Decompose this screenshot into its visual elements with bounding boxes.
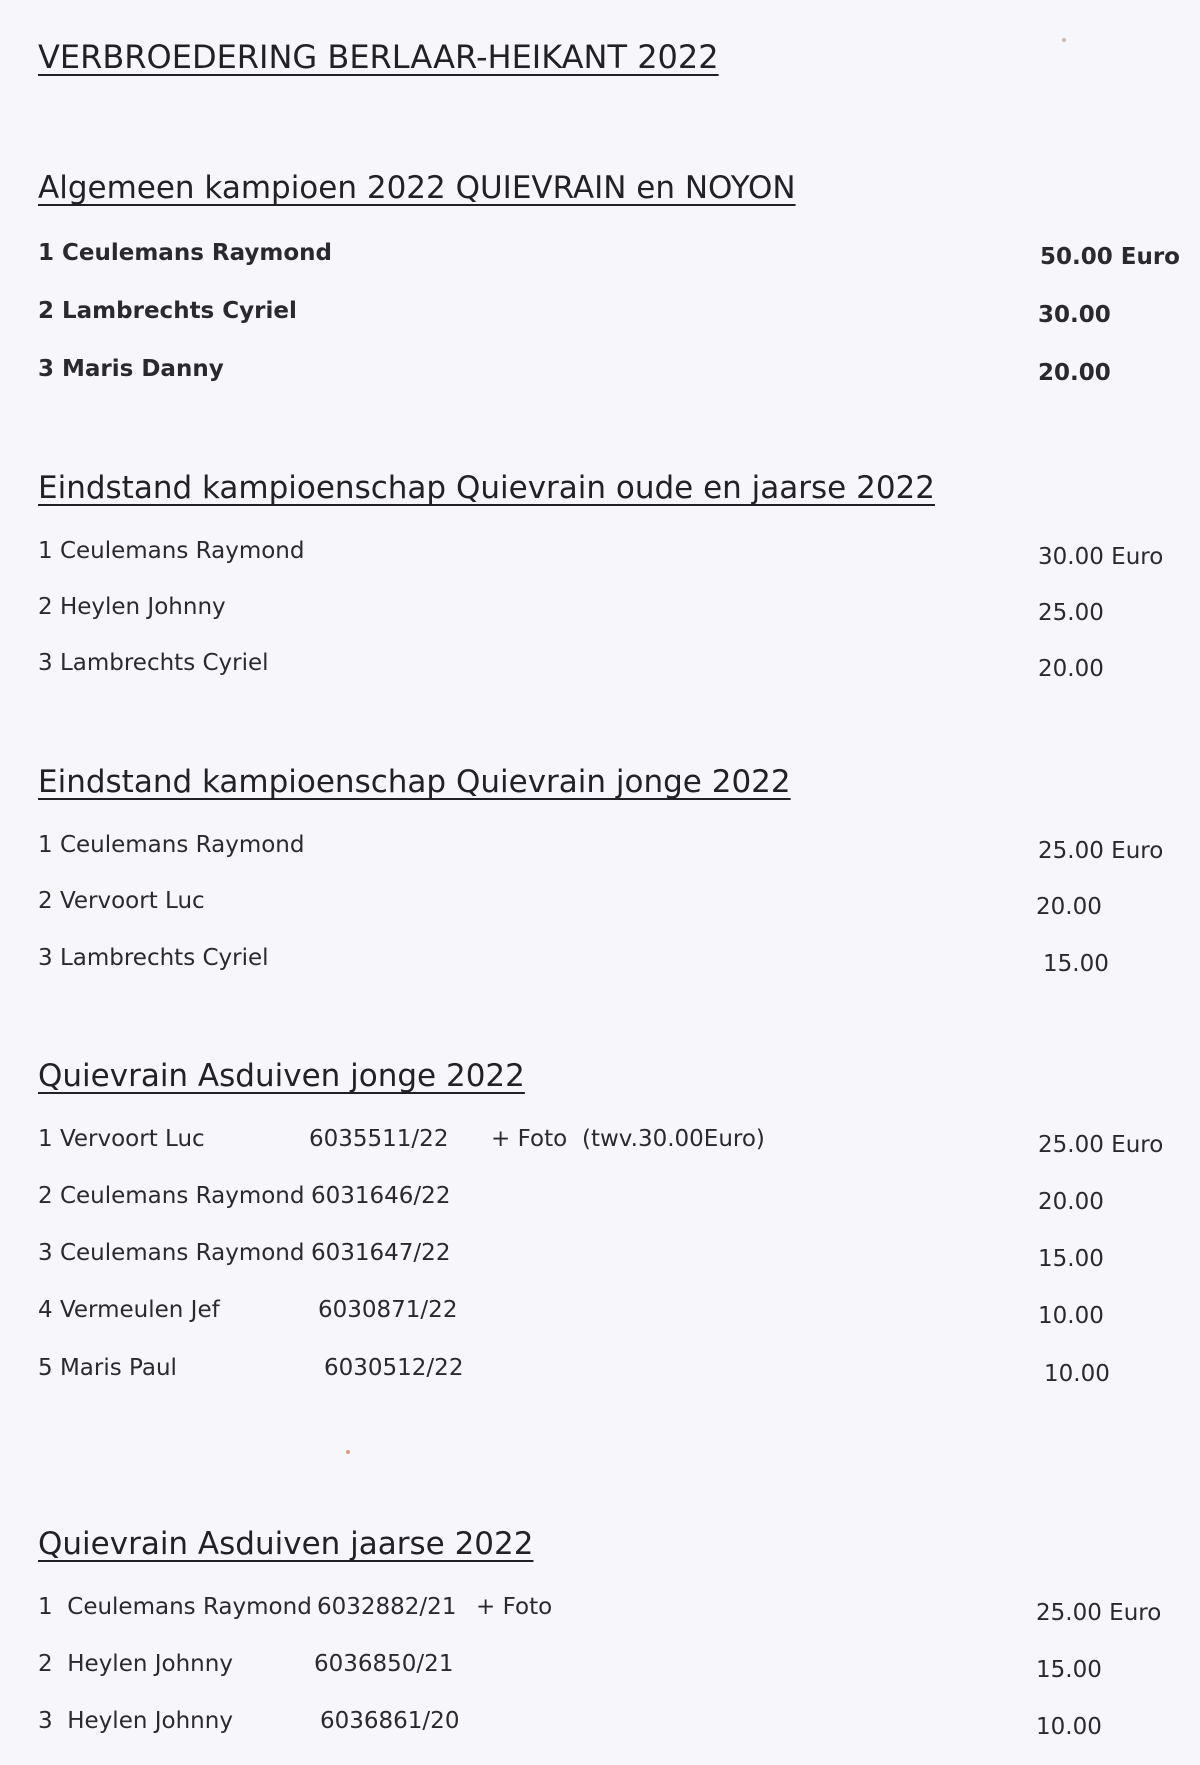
ring-number: 6030512/22	[324, 1355, 464, 1381]
ring-number: 6036850/21	[314, 1651, 454, 1677]
prize-amount: 10.00	[1038, 1303, 1104, 1329]
list-item	[0, 1183, 1200, 1223]
list-item	[0, 1126, 1200, 1166]
list-item	[0, 945, 1200, 985]
prize-amount: 30.00	[1038, 302, 1111, 328]
section-heading: Algemeen kampioen 2022 QUIEVRAIN en NOYON	[38, 170, 796, 206]
prize-amount: 20.00	[1038, 1189, 1104, 1215]
participant-name: 2 Vervoort Luc	[38, 888, 205, 914]
ring-number: 6030871/22	[318, 1297, 458, 1323]
list-item	[0, 888, 1200, 928]
list-item	[0, 594, 1200, 634]
photo-bonus: + Foto	[491, 1126, 568, 1152]
participant-name: 2 Ceulemans Raymond	[38, 1183, 305, 1209]
list-item	[0, 1651, 1200, 1691]
participant-name: 3 Maris Danny	[38, 356, 224, 382]
section-heading: Eindstand kampioenschap Quievrain jonge 2022	[38, 764, 791, 800]
list-item	[0, 650, 1200, 690]
list-item	[0, 832, 1200, 872]
section-heading: Quievrain Asduiven jonge 2022	[38, 1058, 525, 1094]
list-item	[0, 298, 1200, 338]
section-heading: Eindstand kampioenschap Quievrain oude en jaarse 2022	[38, 470, 936, 506]
participant-name: 4 Vermeulen Jef	[38, 1297, 220, 1323]
participant-name: 1 Ceulemans Raymond	[38, 538, 305, 564]
paper-speck	[346, 1450, 350, 1454]
participant-name: 3 Heylen Johnny	[38, 1708, 233, 1734]
prize-amount: 25.00	[1038, 600, 1104, 626]
participant-name: 3 Lambrechts Cyriel	[38, 650, 269, 676]
list-item	[0, 240, 1200, 280]
photo-value-note: (twv.30.00Euro)	[582, 1126, 765, 1152]
ring-number: 6035511/22	[309, 1126, 449, 1152]
prize-amount: 15.00	[1043, 951, 1109, 977]
prize-amount: 20.00	[1038, 656, 1104, 682]
ring-number: 6032882/21	[317, 1594, 457, 1620]
list-item	[0, 1594, 1200, 1634]
prize-amount: 25.00 Euro	[1036, 1600, 1162, 1626]
list-item	[0, 1297, 1200, 1337]
prize-amount: 25.00 Euro	[1038, 1132, 1164, 1158]
ring-number: 6031647/22	[311, 1240, 451, 1266]
participant-name: 1 Ceulemans Raymond	[38, 832, 305, 858]
participant-name: 3 Lambrechts Cyriel	[38, 945, 269, 971]
page-title: VERBROEDERING BERLAAR-HEIKANT 2022	[38, 38, 719, 76]
prize-amount: 20.00	[1038, 360, 1111, 386]
prize-amount: 25.00 Euro	[1038, 838, 1164, 864]
prize-amount: 50.00 Euro	[1040, 244, 1180, 270]
photo-bonus: + Foto	[476, 1594, 553, 1620]
participant-name: 1 Vervoort Luc	[38, 1126, 205, 1152]
ring-number: 6036861/20	[320, 1708, 460, 1734]
section-heading: Quievrain Asduiven jaarse 2022	[38, 1526, 534, 1562]
list-item	[0, 1240, 1200, 1280]
list-item	[0, 1355, 1200, 1395]
prize-amount: 15.00	[1038, 1246, 1104, 1272]
list-item	[0, 1708, 1200, 1748]
participant-name: 2 Heylen Johnny	[38, 594, 226, 620]
participant-name: 1 Ceulemans Raymond	[38, 1594, 312, 1620]
participant-name: 1 Ceulemans Raymond	[38, 240, 333, 266]
prize-amount: 20.00	[1036, 894, 1102, 920]
participant-name: 2 Heylen Johnny	[38, 1651, 233, 1677]
participant-name: 2 Lambrechts Cyriel	[38, 298, 297, 324]
prize-amount: 10.00	[1036, 1714, 1102, 1740]
prize-amount: 15.00	[1036, 1657, 1102, 1683]
participant-name: 5 Maris Paul	[38, 1355, 177, 1381]
ring-number: 6031646/22	[311, 1183, 451, 1209]
list-item	[0, 356, 1200, 396]
participant-name: 3 Ceulemans Raymond	[38, 1240, 305, 1266]
prize-amount: 30.00 Euro	[1038, 544, 1164, 570]
list-item	[0, 538, 1200, 578]
paper-speck	[1062, 38, 1066, 42]
prize-amount: 10.00	[1044, 1361, 1110, 1387]
